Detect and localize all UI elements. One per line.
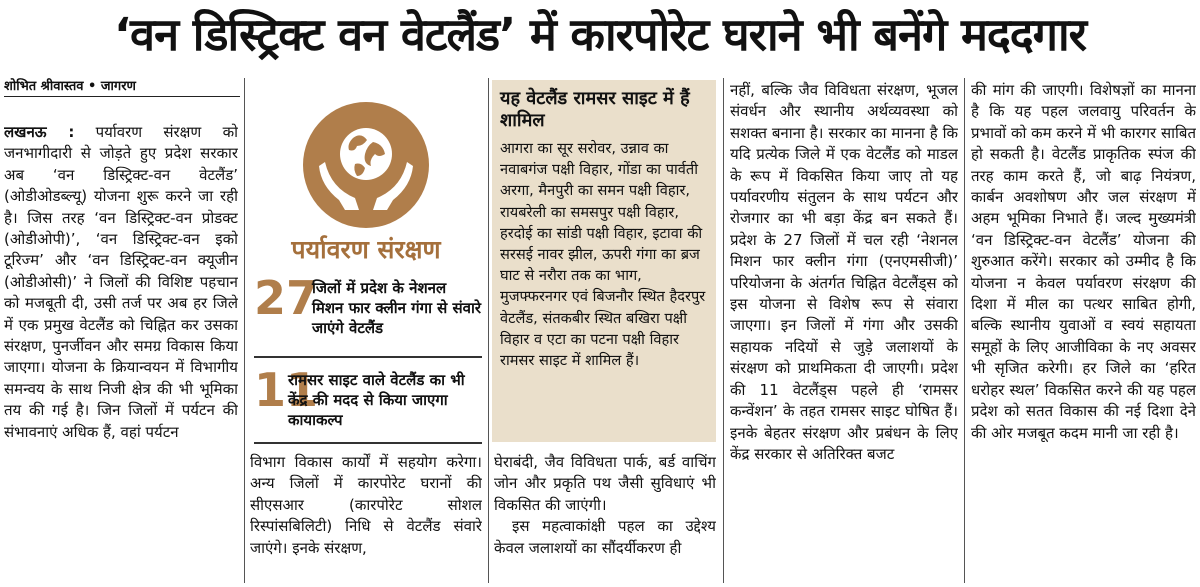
- column-3-text-1: घेराबंदी, जैव विविधता पार्क, बर्ड वाचिंग जोन और प्रकृति पथ जैसी सुविधाएं भी विकसित की जाएंगी।: [494, 453, 716, 514]
- article-column-1: [4, 122, 238, 584]
- column-2-text: विभाग विकास कार्यों में सहयोग करेगा। अन्य जिलों में कारपोरेट घरानों की सीएसआर (कारपोरेट सोशल रिस्पांसबिलिटी) निधि से वेटलैंड संवारे जाएंगे। इनके संरक्षण,: [250, 453, 482, 557]
- dateline: लखनऊ :: [4, 123, 75, 141]
- globe-in-hands-icon: [303, 102, 429, 228]
- column-divider: [964, 78, 965, 583]
- column-4-text: नहीं, बल्कि जैव विविधता संरक्षण, भूजल संवर्धन और स्थानीय अर्थव्यवस्था को सशक्त बनाना है। सरकार का मानना है कि यदि प्रत्येक जिले में एक वेटलैंड को माडल के रूप में विकसित किया जाए तो यह पर्यावरणीय संतुलन के साथ पर्यटन और रोजगार का भी बड़ा केंद्र बन सकते हैं। प्रदेश के 27 जिलों में चल रही ‘नेशनल मिशन फार क्लीन गंगा (एनएमसीजी)’ परियोजना के अंतर्गत चिह्नित वेटलैंड्स को इस योजना से विशेष रूप से संवारा जाएगा। इन जिलों में गंगा और उसकी सहायक नदियों से जुड़े जलाशयों के संरक्षण को प्राथमिकता दी जाएगी। प्रदेश की 11 वेटलैंड्स पहले ही ‘रामसर कन्वेंशन’ के तहत रामसर साइट घोषित हैं। इनके बेहतर संरक्षण और प्रबंधन के लिए केंद्र सरकार से अतिरिक्त बजट: [730, 81, 958, 463]
- stat-number: 11: [254, 363, 319, 417]
- column-3-text-2: इस महत्वाकांक्षी पहल का उद्देश्य केवल जलाशयों का सौंदर्यीकरण ही: [494, 517, 716, 557]
- ramsar-list: आगरा का सूर सरोवर, उन्नाव का नवाबगंज पक्षी विहार, गोंडा का पार्वती अरगा, मैनपुरी का समन पक्षी विहार, रायबरेली का समसपुर पक्षी विहार, हरदोई का सांडी पक्षी विहार, इटावा की सरसई नावर झील, ऊपरी गंगा का ब्रज घाट से नरौरा तक का भाग, मुजफ्फरनगर एवं बिजनौर स्थित हैदरपुर वेटलैंड, संतकबीर स्थित बखिरा पक्षी विहार व एटा का पटना पक्षी विहार रामसर साइट में शामिल हैं।: [500, 140, 706, 370]
- article-column-5: [971, 80, 1196, 584]
- headline: ‘वन डिस्ट्रिक्ट वन वेटलैंड’ में कारपोरेट घराने भी बनेंगे मददगार: [113, 8, 1087, 61]
- article-column-2: [250, 452, 482, 584]
- stat-text: रामसर साइट वाले वेटलैंड का भी केंद्र की मदद से किया जाएगा कायाकल्प: [288, 371, 465, 429]
- globe-in-hands-icon: [303, 102, 429, 228]
- environment-graphic: [248, 80, 484, 445]
- graphic-title: पर्यावरण संरक्षण: [291, 235, 441, 264]
- column-5-text: की मांग की जाएगी। विशेषज्ञों का मानना है कि यह पहल जलवायु परिवर्तन के प्रभावों को कम करने में भी कारगर साबित हो सकती है। वेटलैंड प्राकृतिक स्पंज की तरह काम करते हैं, जो बाढ़ नियंत्रण, कार्बन अवशोषण और जल संरक्षण में अहम भूमिका निभाते हैं। जल्द मुख्यमंत्री ‘वन डिस्ट्रिक्ट-वन वेटलैंड’ योजना की शुरुआत करेंगे। सरकार को उम्मीद है कि योजना न केवल पर्यावरण संरक्षण की दिशा में मील का पत्थर साबित होगी, बल्कि स्थानीय युवाओं व स्वयं सहायता समूहों के लिए आजीविका के नए अवसर भी सृजित करेगी। हर जिले का ‘हरित धरोहर स्थल’ विकसित करने की यह पहल प्रदेश को सतत विकास की नई दिशा देने की ओर मजबूत कदम मानी जा रही है।: [971, 81, 1196, 442]
- stat-text: जिलों में प्रदेश के नेशनल मिशन फार क्लीन गंगा से संवारे जाएंगे वेटलैंड: [312, 279, 482, 337]
- column-divider: [723, 78, 724, 583]
- box-text: [500, 138, 708, 371]
- column-1-text: पर्यावरण संरक्षण को जनभागीदारी से जोड़ते हुए प्रदेश सरकार अब ‘वन डिस्ट्रिक्ट-वन वेटलैंड’ (ओडीओडब्ल्यू) योजना शुरू करने जा रही है। जिस तरह ‘वन डिस्ट्रिक्ट-वन प्रोडक्ट (ओडीओपी)’, ‘वन डिस्ट्रिक्ट-वन इको टूरिज्म’ और ‘वन डिस्ट्रिक्ट-वन क्यूजीन (ओडीओसी)’ ने जिलों की विशिष्ट पहचान को मजबूती दी, उसी तर्ज पर अब हर जिले में एक प्रमुख वेटलैंड को चिह्नित कर उसका संरक्षण, पुनर्जीवन और समग्र विकास किया जाएगा। योजना के क्रियान्वयन में विभागीय समन्वय के साथ निजी क्षेत्र की भी भूमिका तय की गई है। जिन जिलों में पर्यटन की संभावनाएं अधिक हैं, वहां पर्यटन: [4, 123, 238, 441]
- byline-rule: [4, 96, 240, 97]
- stat-27: [254, 271, 482, 337]
- article-column-4: [730, 80, 958, 584]
- byline: शोभित श्रीवास्तव • जागरण: [4, 79, 136, 94]
- column-divider: [244, 78, 245, 583]
- ramsar-sites-box: [492, 80, 716, 442]
- graphic-bottom-rule: [254, 442, 482, 444]
- column-divider: [488, 78, 489, 583]
- box-title: यह वेटलैंड रामसर साइट में हैं शामिल: [500, 88, 690, 131]
- stat-number: 27: [254, 271, 319, 325]
- article-column-3: [494, 452, 716, 584]
- stat-divider: [254, 356, 482, 358]
- stat-11: [254, 363, 482, 432]
